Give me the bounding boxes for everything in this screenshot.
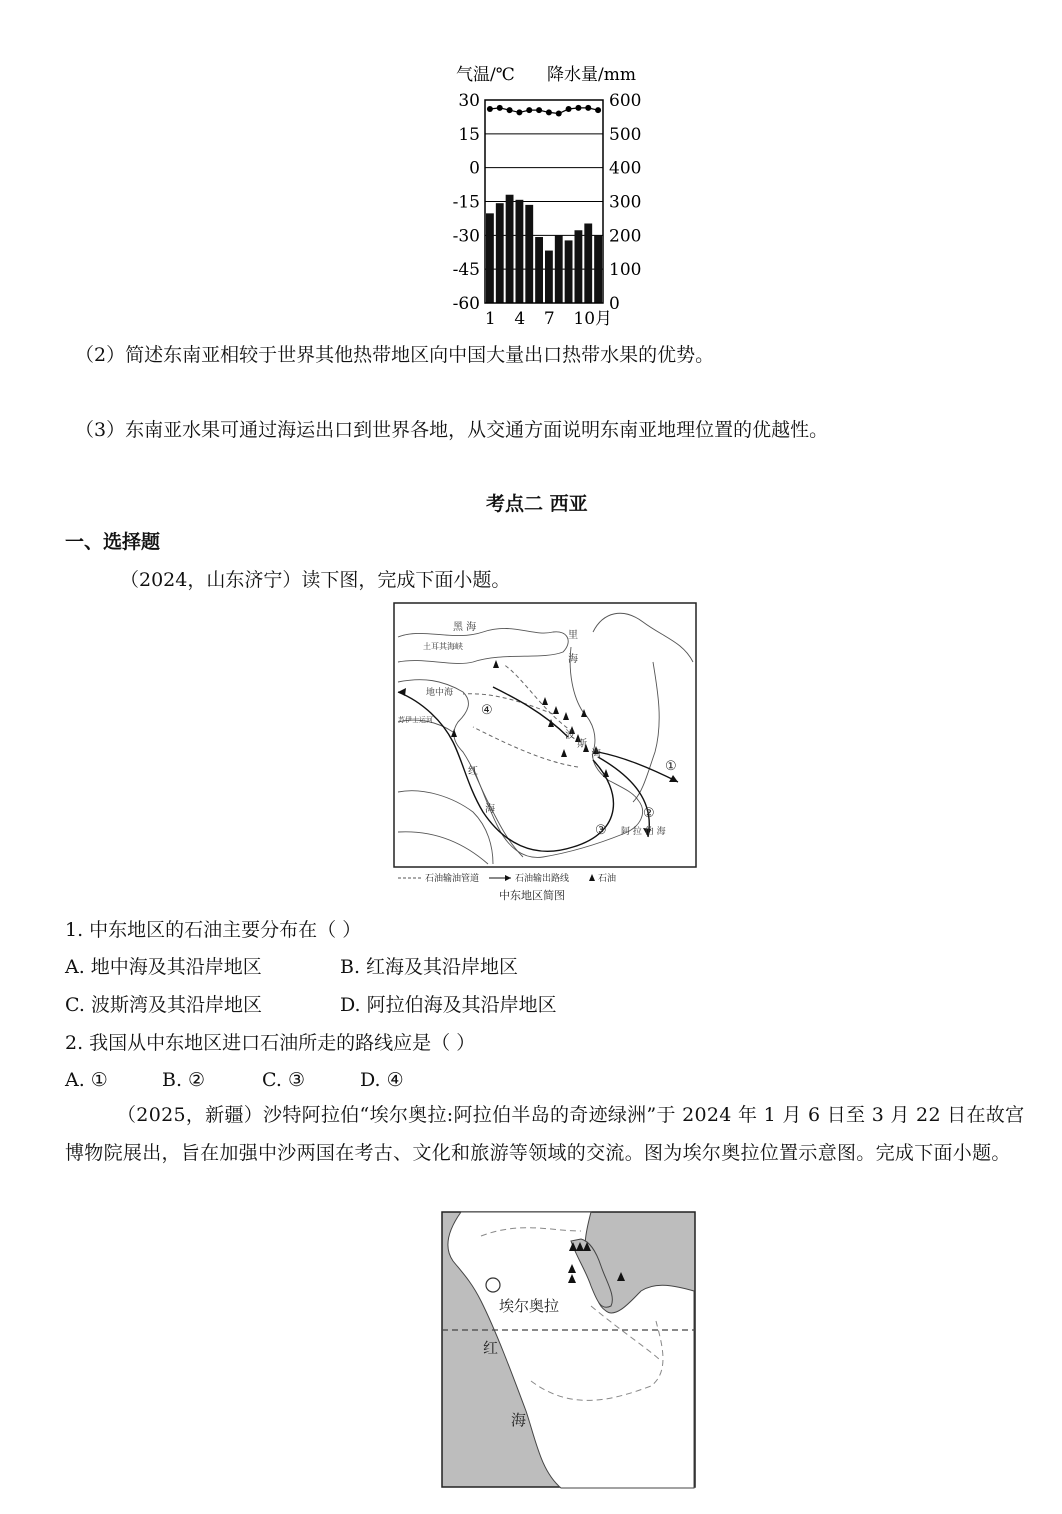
label-red-1: 红 — [468, 766, 478, 777]
x-tick: 1 — [484, 309, 496, 329]
precip-bar — [584, 223, 592, 303]
label-caspian-2: 海 — [568, 654, 578, 665]
label-strait: 土耳其海峡 — [423, 642, 463, 651]
question-1-option-a: A. 地中海及其沿岸地区 — [65, 956, 262, 978]
svg-text:石油: 石油 — [598, 874, 617, 884]
y-tick-right: 200 — [609, 226, 642, 247]
label-red-sea-2: 海 — [511, 1411, 527, 1429]
map1-caption: 中东地区简图 — [499, 889, 565, 902]
y-tick-right: 0 — [609, 294, 620, 314]
y-tick-right: 500 — [609, 124, 642, 145]
temp-point — [487, 106, 493, 112]
temp-line — [490, 108, 598, 114]
svg-text:石油输油管道: 石油输油管道 — [425, 874, 480, 884]
y-tick-left: 0 — [469, 158, 480, 179]
map1-legend — [398, 872, 616, 902]
x-tick: 10月 — [573, 309, 613, 329]
section-title: 考点二 西亚 — [486, 493, 588, 515]
label-caspian-1: 里 — [568, 630, 578, 641]
alula-marker — [486, 1278, 500, 1292]
precip-bar — [555, 235, 563, 303]
question-1-stem: 1. 中东地区的石油主要分布在（ ） — [65, 919, 362, 941]
temp-point — [516, 109, 522, 115]
route-3-label: ③ — [595, 823, 607, 838]
x-tick: 4 — [514, 309, 526, 329]
question-2-option-d: D. ④ — [360, 1069, 404, 1091]
precip-axis-label: 降水量/mm — [547, 65, 636, 85]
temp-axis-label: 气温/℃ — [456, 65, 515, 85]
label-arabian-sea: 阿 拉 伯 海 — [621, 827, 666, 837]
question-1-option-d: D. 阿拉伯海及其沿岸地区 — [340, 994, 557, 1016]
y-tick-left: 30 — [458, 91, 480, 111]
question-3-top: （3）东南亚水果可通过海运出口到世界各地，从交通方面说明东南亚地理位置的优越性。 — [75, 419, 829, 441]
label-mediterranean: 地中海 — [426, 688, 454, 698]
precip-bar — [535, 237, 543, 303]
precip-bar — [545, 251, 553, 303]
temp-point — [546, 109, 552, 115]
alula-map — [441, 1211, 697, 1489]
precip-bar — [496, 203, 504, 303]
label-red-2: 海 — [485, 804, 495, 815]
label-gulf-3: 湾 — [591, 749, 601, 760]
precip-bar — [486, 213, 494, 303]
label-red-sea-1: 红 — [483, 1339, 499, 1357]
y-tick-right: 400 — [609, 158, 642, 179]
route-1-label: ① — [665, 759, 677, 774]
y-tick-left: -45 — [452, 260, 480, 281]
question-1-option-c: C. 波斯湾及其沿岸地区 — [65, 994, 262, 1016]
temp-point — [497, 105, 503, 111]
precip-bar — [565, 240, 573, 303]
route-4-label: ④ — [481, 703, 493, 718]
label-gulf-1: 波 — [565, 730, 575, 741]
y-tick-right: 100 — [609, 260, 642, 281]
label-black-sea: 黑 海 — [453, 622, 477, 633]
subsection-title: 一、选择题 — [65, 531, 161, 553]
precip-bar — [516, 200, 524, 303]
temp-point — [536, 107, 542, 113]
x-tick: 7 — [543, 309, 555, 329]
y-tick-right: 600 — [609, 91, 642, 111]
label-gulf-2: 斯 — [577, 739, 587, 750]
temp-point — [585, 105, 591, 111]
question-2-option-a: A. ① — [65, 1069, 108, 1091]
y-tick-left: 15 — [458, 124, 480, 145]
question-2-top: （2）简述东南亚相较于世界其他热带地区向中国大量出口热带水果的优势。 — [75, 344, 715, 366]
y-tick-left: -60 — [452, 294, 480, 314]
y-tick-right: 300 — [609, 192, 642, 213]
temp-point — [595, 107, 601, 113]
temp-point — [566, 106, 572, 112]
question-1-option-b: B. 红海及其沿岸地区 — [340, 956, 519, 978]
temp-point — [556, 111, 562, 117]
precip-bar — [575, 230, 583, 303]
middle-east-map — [393, 602, 699, 904]
climate-chart — [440, 58, 660, 338]
intro-1: （2024，山东济宁）读下图，完成下面小题。 — [120, 569, 511, 591]
temp-point — [575, 105, 581, 111]
temp-point — [507, 107, 513, 113]
intro-2: （2025，新疆）沙特阿拉伯“埃尔奥拉:阿拉伯半岛的奇迹绿洲”于 2024 年 1 月 6 日至 3 月 22 日在故宫博物院展出，旨在加强中沙两国在考古、文化和旅游等领域的交流。图为埃尔奥拉位置示意图。完成下面小题。 — [65, 1104, 1025, 1164]
y-tick-left: -30 — [452, 226, 480, 247]
precip-bar — [525, 205, 533, 303]
svg-text:石油输出路线: 石油输出路线 — [515, 874, 570, 884]
question-2-option-b: B. ② — [162, 1069, 206, 1091]
precip-bar — [594, 235, 602, 303]
route-2-label: ② — [643, 806, 655, 821]
label-alula: 埃尔奥拉 — [499, 1297, 560, 1315]
precip-bar — [506, 195, 514, 303]
question-2-stem: 2. 我国从中东地区进口石油所走的路线应是（ ） — [65, 1032, 476, 1054]
y-tick-left: -15 — [452, 192, 480, 213]
question-2-option-c: C. ③ — [262, 1069, 305, 1091]
temp-point — [526, 107, 532, 113]
label-suez: 苏伊士运河 — [398, 716, 433, 724]
